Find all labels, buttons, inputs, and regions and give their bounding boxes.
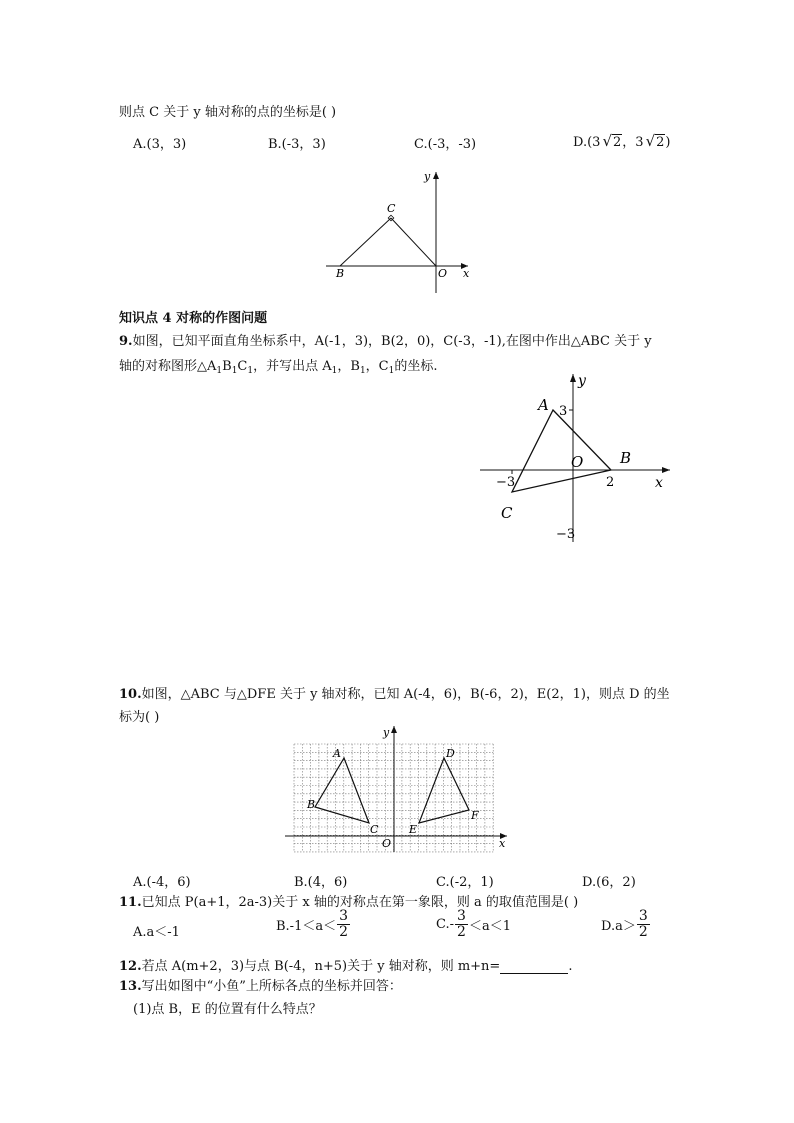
answer-blank[interactable] <box>500 961 568 974</box>
segment-bc <box>340 218 391 266</box>
figure-grid-triangles <box>285 724 510 854</box>
q12-stem: 12.若点 A(m+2，3)与点 B(-4，n+5)关于 y 轴对称，则 m+n= . <box>119 959 573 974</box>
q9-line2: 轴的对称图形$\triangle A_1B_1C_1$，并写出点 $A_1$，$B_1$，$C_1$的坐标. <box>119 359 438 376</box>
y-axis-arrow <box>391 726 397 733</box>
q11-stem: 11.已知点 P(a+1，2a-3)关于 x 轴的对称点在第一象限，则 a 的取值范围是( ) <box>119 895 579 910</box>
q11-option-a: A.a＜-1 <box>133 925 180 940</box>
tick-label-x-neg3: −3 <box>496 475 516 490</box>
label-b: B <box>336 267 345 280</box>
tick-label-y-3: 3 <box>559 404 568 419</box>
label-x: x <box>499 837 506 850</box>
option-b: B.(-3，3) <box>268 137 326 152</box>
q9-line1: 9.如图，已知平面直角坐标系中，A(-1，3)，B(2，0)，C(-3，-1),在图中作出△ABC 关于 y <box>119 334 652 349</box>
q10-line1: 10.如图，△ABC 与△DFE 关于 y 轴对称，已知 A(-4，6)，B(-6，2)，E(2，1)，则点 D 的坐 <box>119 687 670 702</box>
label-o: O <box>438 267 448 280</box>
q10-option-a: A.(-4，6) <box>133 875 191 890</box>
label-b: B <box>620 449 632 467</box>
tick-label-y-neg3: −3 <box>556 527 576 542</box>
label-c: C <box>370 823 379 836</box>
label-o: O <box>571 453 584 471</box>
section-title: 知识点 4 对称的作图问题 <box>119 311 268 326</box>
q10-line2: 标为( ) <box>119 710 160 725</box>
label-a: A <box>333 747 341 760</box>
label-y: y <box>383 726 390 739</box>
q11-option-d: D.a＞ $\frac{3}{2}$ <box>601 908 648 940</box>
triangle-abc <box>315 758 369 823</box>
label-c: C <box>501 504 513 522</box>
y-axis-arrow <box>433 172 439 179</box>
label-c: C <box>387 202 396 215</box>
q10-option-d: D.(6，2) <box>582 875 636 890</box>
q11-option-c: C.- $\frac{3}{2}$ ＜a＜1 <box>436 908 511 940</box>
label-f: F <box>471 809 479 822</box>
label-d: D <box>446 747 455 760</box>
y-axis-arrow <box>570 374 576 382</box>
label-y: y <box>578 373 586 389</box>
q10-option-b: B.(4，6) <box>294 875 348 890</box>
question-stem: 则点 C 关于 y 轴对称的点的坐标是( ) <box>119 105 337 120</box>
label-o: O <box>382 837 392 850</box>
figure-triangle-abc <box>478 370 673 545</box>
x-axis-arrow <box>662 467 670 473</box>
label-y: y <box>424 170 431 183</box>
option-a: A.(3，3) <box>133 137 187 152</box>
label-x: x <box>463 267 470 280</box>
q13-sub1: (1)点 B，E 的位置有什么特点？ <box>133 1002 322 1017</box>
label-b: B <box>307 798 316 811</box>
q10-option-c: C.(-2，1) <box>436 875 494 890</box>
q13-stem: 13.写出如图中“小鱼”上所标各点的坐标并回答： <box>119 979 402 994</box>
segment-co <box>391 218 436 266</box>
figure-triangle-cbo <box>320 166 480 296</box>
label-x: x <box>655 475 663 491</box>
q11-option-b: B.-1＜a＜ $\frac{3}{2}$ <box>276 908 349 940</box>
option-c: C.(-3，-3) <box>414 137 477 152</box>
triangle-abc <box>512 410 611 492</box>
option-d: D.(3 √2，3 √2) <box>573 132 671 150</box>
tick-label-x-2: 2 <box>606 475 615 490</box>
label-a: A <box>538 396 549 414</box>
label-e: E <box>409 823 418 836</box>
